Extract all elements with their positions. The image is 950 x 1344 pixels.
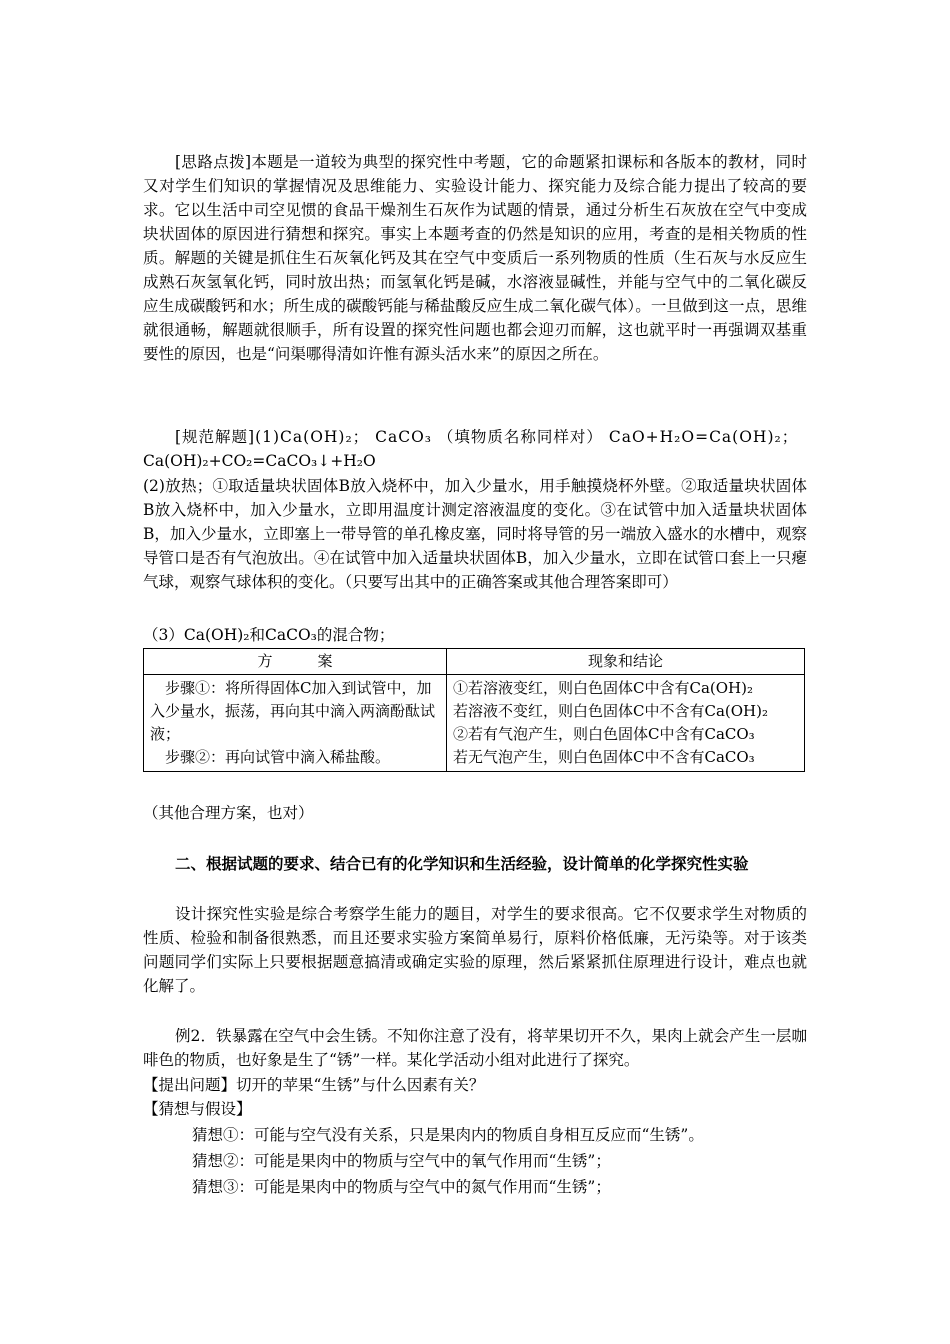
table-header-row — [144, 649, 805, 675]
table-cell-steps: 步骤①：将所得固体C加入到试管中，加入少量水，振荡，再向其中滴入两滴酚酞试液； 步骤②：再向试管中滴入稀盐酸。 — [144, 675, 447, 772]
table-note: （其他合理方案，也对） — [143, 804, 314, 822]
section-heading: 二、根据试题的要求、结合已有的化学知识和生活经验，设计简单的化学探究性实验 — [175, 855, 749, 873]
hypothesis-heading: 【猜想与假设】 — [143, 1100, 252, 1118]
solution-part-3: （3）Ca(OH)₂和CaCO₃的混合物； — [143, 626, 395, 644]
hypothesis-item: 猜想①：可能与空气没有关系，只是果肉内的物质自身相互反应而“生锈”。 — [192, 1126, 704, 1144]
question-line: 【提出问题】切开的苹果“生锈”与什么因素有关？ — [143, 1076, 485, 1094]
table-cell-results — [447, 675, 805, 772]
result-line: 若溶液不变红，则白色固体C中不含有Ca(OH)₂ — [453, 702, 768, 720]
design-paragraph: 设计探究性实验是综合考察学生能力的题目，对学生的要求很高。它不仅要求学生对物质的性质、检验和制备很熟悉，而且还要求实验方案简单易行，原料价格低廉，无污染等。对于该类问题同学们实际上只要根据题意搞清或确定实验的原理，然后紧紧抓住原理进行设计，难点也就化解了。 — [143, 905, 807, 995]
solution-line-2: Ca(OH)₂+CO₂=CaCO₃↓+H₂O — [143, 452, 376, 470]
table-header-result: 现象和结论 — [447, 649, 805, 675]
solution-part-2: (2)放热；①取适量块状固体B放入烧杯中，加入少量水，用手触摸烧杯外壁。②取适量块状固体B放入烧杯中，加入少量水，立即用温度计测定溶液温度的变化。③在试管中加入适量块状固体B，加入少量水，立即塞上一带导管的单孔橡皮塞，同时将导管的另一端放入盛水的水槽中，观察导管口是否有气泡放出。④在试管中加入适量块状固体B，加入少量水，立即在试管口套上一只瘪气球，观察气球体积的变化。（只要写出其中的正确答案或其他合理答案即可） — [143, 477, 807, 591]
analysis-paragraph: [思路点拨]本题是一道较为典型的探究性中考题，它的命题紧扣课标和各版本的教材，同时又对学生们知识的掌握情况及思维能力、实验设计能力、探究能力及综合能力提出了较高的要求。它以生活中司空见惯的食品干燥剂生石灰作为试题的情景，通过分析生石灰放在空气中变成块状固体的原因进行猜想和探究。事实上本题考查的仍然是知识的应用，考查的是相关物质的性质。解题的关键是抓住生石灰氧化钙及其在空气中变质后一系列物质的性质（生石灰与水反应生成熟石灰氢氧化钙，同时放出热；而氢氧化钙是碱，水溶液显碱性，并能与空气中的二氧化碳反应生成碳酸钙和水；所生成的碳酸钙能与稀盐酸反应生成二氧化碳气体）。一旦做到这一点，思维就很通畅，解题就很顺手，所有设置的探究性问题也都会迎刃而解，这也就平时一再强调双基重要性的原因，也是“问渠哪得清如许惟有源头活水来”的原因之所在。 — [143, 153, 807, 363]
result-line: 若无气泡产生，则白色固体C中不含有CaCO₃ — [453, 748, 755, 766]
result-line: ①若溶液变红，则白色固体C中含有Ca(OH)₂ — [453, 679, 753, 697]
result-line: ②若有气泡产生，则白色固体C中含有CaCO₃ — [453, 725, 755, 743]
example-2-paragraph: 例2．铁暴露在空气中会生锈。不知你注意了没有，将苹果切开不久，果肉上就会产生一层咖啡色的物质，也好象是生了“锈”一样。某化学活动小组对此进行了探究。 — [143, 1027, 807, 1069]
table-header-method: 方 案 — [144, 649, 447, 675]
table-row — [144, 675, 805, 772]
hypothesis-item: 猜想③：可能是果肉中的物质与空气中的氮气作用而“生锈”； — [192, 1178, 611, 1196]
solution-line-1: [规范解题](1)Ca(OH)₂； CaCO₃ （填物质名称同样对） CaO+H₂O=Ca(OH)₂； — [175, 428, 799, 446]
hypothesis-item: 猜想②：可能是果肉中的物质与空气中的氧气作用而“生锈”； — [192, 1152, 611, 1170]
result-table — [143, 648, 805, 772]
